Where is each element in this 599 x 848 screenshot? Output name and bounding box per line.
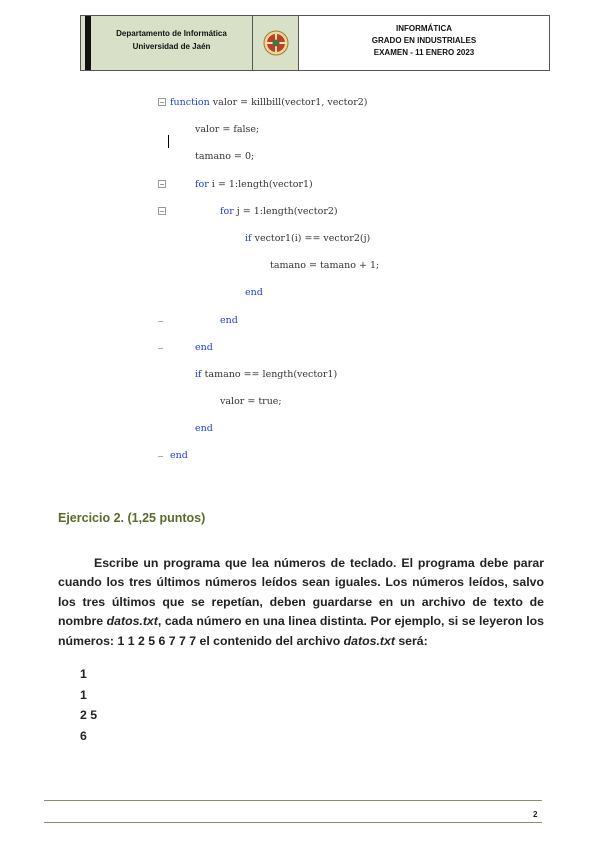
code-body: i = 1:length(vector1) <box>208 178 313 190</box>
exercise-title: Ejercicio 2. (1,25 puntos) <box>58 511 206 525</box>
logo-cell <box>253 16 299 70</box>
fold-toggle-icon[interactable] <box>158 180 166 188</box>
code-keyword: if <box>195 368 202 380</box>
department-text <box>95 27 248 53</box>
code-body: valor = false; <box>195 124 260 136</box>
code-text <box>220 311 238 331</box>
code-keyword: end <box>245 287 263 299</box>
course-subject: INFORMÁTICA <box>396 24 452 33</box>
code-text <box>170 446 188 466</box>
fold-toggle-icon[interactable] <box>158 207 166 215</box>
code-line <box>150 175 470 202</box>
code-keyword: end <box>220 314 238 326</box>
course-info <box>299 16 549 70</box>
code-keyword: end <box>170 450 188 462</box>
code-line <box>150 283 470 310</box>
code-line <box>150 202 470 229</box>
header-black-bar <box>85 16 91 70</box>
footer-rule-bottom <box>44 822 542 823</box>
code-text <box>220 392 282 412</box>
university-seal-icon <box>263 30 289 56</box>
statement-part-1: Escribe un programa que lea números de teclado. El programa debe parar cuando los tres últimos números leídos sean iguales. Los números leídos, salvo los tres últimos que se repetían, deben guardarse en un archivo de texto de nombre <box>58 556 544 629</box>
code-text <box>195 365 337 385</box>
code-line <box>150 311 470 338</box>
code-text <box>195 175 313 195</box>
page-number: 2 <box>533 810 538 819</box>
code-text <box>195 338 213 358</box>
output-line: 1 <box>80 667 87 681</box>
code-line <box>150 120 470 147</box>
code-body: vector1(i) == vector2(j) <box>251 232 371 244</box>
code-body: j = 1:length(vector2) <box>233 205 338 217</box>
fold-end-marker <box>158 456 163 457</box>
output-line: 6 <box>80 728 87 743</box>
code-text <box>245 229 370 249</box>
code-keyword: for <box>220 205 234 217</box>
code-keyword: for <box>195 178 209 190</box>
footer-rule-top <box>44 800 542 801</box>
code-text <box>220 202 338 222</box>
code-text <box>195 120 259 140</box>
code-line <box>150 392 470 419</box>
university-name: Universidad de Jaén <box>132 42 211 51</box>
department-cell <box>81 16 253 70</box>
fold-end-marker <box>158 321 163 322</box>
fold-toggle-icon[interactable] <box>158 98 166 106</box>
code-line <box>150 365 470 392</box>
code-text <box>245 283 263 303</box>
fold-end-marker <box>158 348 163 349</box>
code-line <box>150 93 470 120</box>
code-keyword: end <box>195 423 213 435</box>
code-text <box>195 419 213 439</box>
filename-emphasis: datos.txt <box>343 633 395 648</box>
exam-date: EXAMEN - 11 ENERO 2023 <box>373 48 475 57</box>
code-line <box>150 147 470 174</box>
code-keyword: end <box>195 341 213 353</box>
output-line: 2 5 <box>80 708 98 722</box>
code-text <box>170 93 368 113</box>
code-body: valor = true; <box>220 396 282 408</box>
code-line <box>150 256 470 283</box>
file-output-lines <box>80 664 97 746</box>
text-cursor <box>168 135 169 148</box>
code-body: tamano = tamano + 1; <box>270 260 380 272</box>
code-body: tamano == length(vector1) <box>201 368 338 380</box>
code-listing <box>150 93 470 474</box>
filename-emphasis: datos.txt <box>106 614 158 629</box>
exercise-statement <box>58 554 544 651</box>
page-header <box>80 15 550 71</box>
code-keyword: function <box>170 97 210 108</box>
code-body: valor = killbill(vector1, vector2) <box>209 97 368 108</box>
code-line <box>150 419 470 446</box>
code-text <box>270 256 379 276</box>
code-line <box>150 229 470 256</box>
output-line: 1 <box>80 687 87 702</box>
statement-part-3: será: <box>394 633 428 648</box>
course-degree: GRADO EN INDUSTRIALES <box>371 36 477 45</box>
code-body: tamano = 0; <box>195 151 255 163</box>
statement-part-2: , cada número en una linea distinta. Por ejemplo, si se leyeron los números: 1 1 2 5 6 7 7 7 el contenido del archivo <box>58 614 544 648</box>
code-keyword: if <box>245 232 252 244</box>
code-line <box>150 446 470 473</box>
department-name: Departamento de Informática <box>116 29 227 38</box>
code-text <box>195 147 254 167</box>
code-line <box>150 338 470 365</box>
